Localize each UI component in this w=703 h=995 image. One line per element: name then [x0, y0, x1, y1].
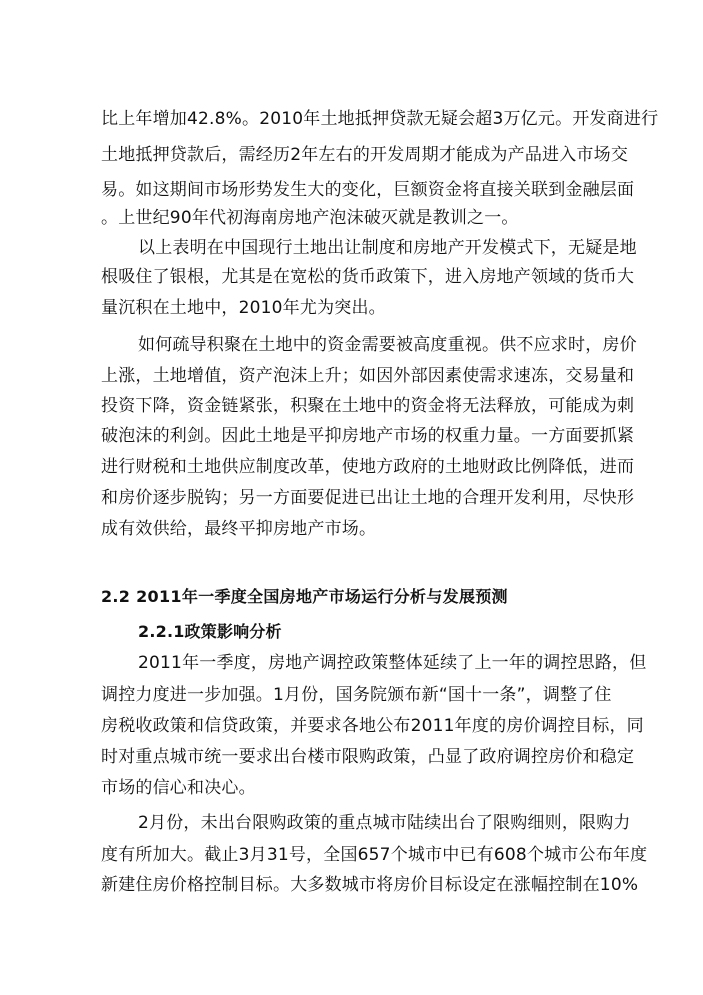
paragraph-2-line-1: 以上表明在中国现行土地出让制度和房地产开发模式下，无疑是地: [138, 238, 637, 258]
paragraph-5-line-3: 新建住房价格控制目标。大多数城市将房价目标设定在涨幅控制在10%: [101, 875, 639, 895]
paragraph-4-line-3: 房税收政策和信贷政策，并要求各地公布2011年度的房价调控目标，同: [101, 716, 644, 736]
paragraph-3-line-2: 上涨，土地增值，资产泡沫上升；如因外部因素使需求速冻，交易量和: [101, 366, 635, 386]
paragraph-4-line-1: 2011年一季度，房地产调控政策整体延续了上一年的调控思路，但: [138, 653, 647, 673]
paragraph-3-line-5: 进行财税和土地供应制度改革，使地方政府的土地财政比例降低，进而: [101, 457, 635, 477]
paragraph-1-line-1: 比上年增加42.8%。2010年土地抵押贷款无疑会超3万亿元。开发商进行: [101, 109, 659, 129]
paragraph-3-line-7: 成有效供给，最终平抑房地产市场。: [101, 519, 377, 539]
paragraph-2-line-2: 根吸住了银根，尤其是在宽松的货币政策下，进入房地产领域的货币大: [101, 267, 635, 287]
paragraph-3-line-6: 和房价逐步脱钩；另一方面要促进已出让土地的合理开发利用，尽快形: [101, 488, 635, 508]
paragraph-5-line-2: 度有所加大。截止3月31号，全国657个城市中已有608个城市公布年度: [101, 845, 648, 865]
paragraph-5-line-1: 2月份，未出台限购政策的重点城市陆续出台了限购细则，限购力: [138, 813, 631, 833]
paragraph-4-line-5: 市场的信心和决心。: [101, 778, 256, 798]
paragraph-1-line-3: 易。如这期间市场形势发生大的变化，巨额资金将直接关联到金融层面: [101, 180, 635, 200]
subsection-heading: 2.2.1政策影响分析: [138, 622, 282, 641]
section-heading: 2.2 2011年一季度全国房地产市场运行分析与发展预测: [101, 587, 508, 606]
paragraph-3-line-4: 破泡沫的利剑。因此土地是平抑房地产市场的权重力量。一方面要抓紧: [101, 426, 635, 446]
paragraph-1-line-4: 。上世纪90年代初海南房地产泡沫破灭就是教训之一。: [101, 208, 519, 228]
paragraph-3-line-1: 如何疏导积聚在土地中的资金需要被高度重视。供不应求时，房价: [138, 335, 637, 355]
paragraph-2-line-3: 量沉积在土地中，2010年尤为突出。: [101, 298, 386, 318]
paragraph-1-line-2: 土地抵押贷款后，需经历2年左右的开发周期才能成为产品进入市场交: [101, 145, 629, 165]
paragraph-4-line-2: 调控力度进一步加强。1月份，国务院颁布新“国十一条”，调整了住: [101, 685, 612, 705]
paragraph-3-line-3: 投资下降，资金链紧张，积聚在土地中的资金将无法释放，可能成为刺: [101, 396, 635, 416]
paragraph-4-line-4: 时对重点城市统一要求出台楼市限购政策，凸显了政府调控房价和稳定: [101, 747, 635, 767]
